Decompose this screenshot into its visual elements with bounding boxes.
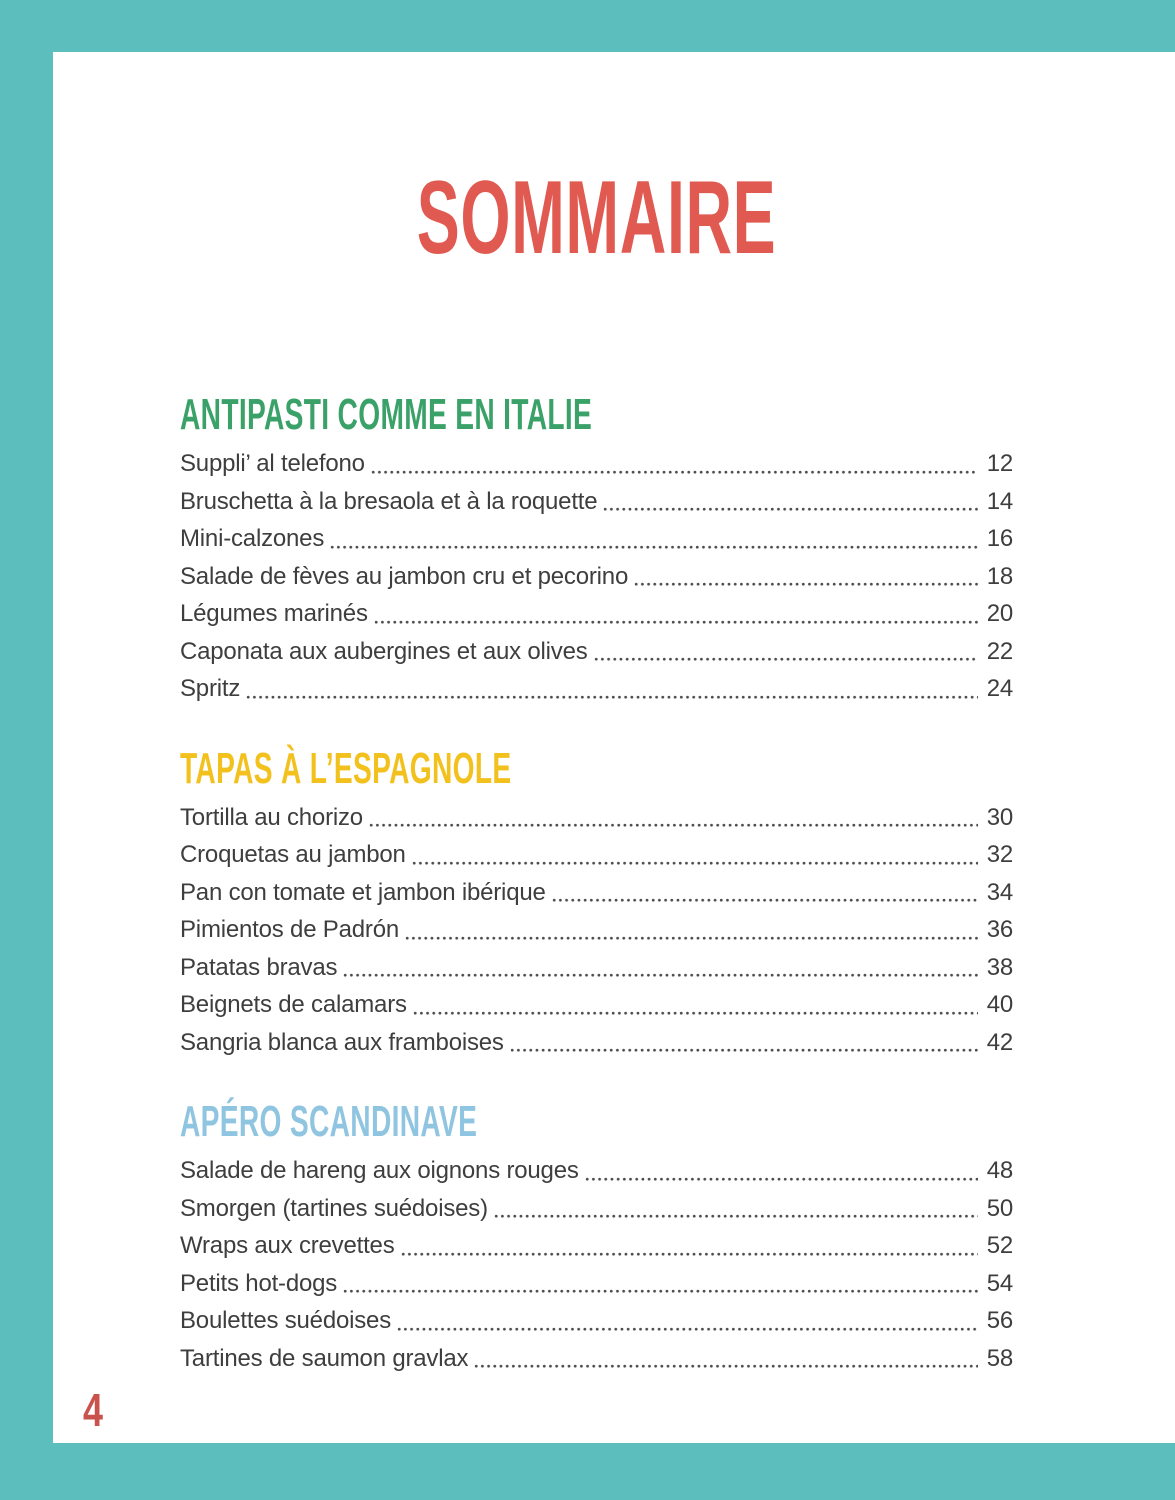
toc-entry-label: Patatas bravas: [180, 953, 338, 981]
toc-entry-label: Bruschetta à la bresaola et à la roquette: [180, 487, 598, 515]
dot-leader: [343, 1289, 978, 1294]
toc-entry-label: Pimientos de Padrón: [180, 916, 399, 943]
dot-leader: [246, 695, 978, 700]
toc-entry-page: 36: [986, 916, 1013, 943]
toc-entry: [180, 911, 1013, 949]
toc-entry-page: 40: [986, 991, 1013, 1018]
dot-leader: [405, 936, 978, 941]
section-heading: ANTIPASTI COMME EN ITALIE: [180, 390, 593, 439]
toc-entry-page: 50: [986, 1194, 1013, 1222]
toc-section-tapas: [180, 744, 1013, 1062]
toc-entry: [180, 1152, 1013, 1190]
toc-entry-label: Boulettes suédoises: [180, 1307, 392, 1334]
toc-entry-label: Wraps aux crevettes: [180, 1232, 395, 1259]
dot-leader: [552, 898, 978, 903]
dot-leader: [374, 620, 978, 625]
toc-entry: [180, 1024, 1013, 1062]
toc-entry-label: Smorgen (tartines suédoises): [180, 1194, 488, 1222]
toc-entry: [180, 836, 1013, 874]
dot-leader: [585, 1177, 978, 1182]
dot-leader: [494, 1214, 978, 1219]
page-title: SOMMAIRE: [416, 160, 777, 276]
toc-entry-page: 24: [986, 675, 1013, 702]
folio-page-number: 4: [83, 1384, 103, 1436]
dot-leader: [343, 973, 978, 978]
toc-entry-label: Sangria blanca aux framboises: [180, 1028, 504, 1056]
dot-leader: [510, 1048, 978, 1053]
dot-leader: [603, 507, 978, 512]
toc-entry-page: 58: [986, 1344, 1013, 1372]
toc-entry: [180, 670, 1013, 708]
toc-entry-page: 56: [986, 1307, 1013, 1334]
dot-leader: [401, 1252, 978, 1257]
section-heading: TAPAS À L’ESPAGNOLE: [180, 743, 512, 793]
dot-leader: [397, 1327, 978, 1332]
toc-entry: [180, 949, 1013, 987]
toc-entry: [180, 874, 1013, 912]
toc-section-scandinave: [180, 1097, 1013, 1377]
dot-leader: [413, 1011, 978, 1016]
toc-entry-label: Beignets de calamars: [180, 991, 407, 1018]
toc-entry-label: Caponata aux aubergines et aux olives: [180, 637, 588, 665]
section-heading: APÉRO SCANDINAVE: [180, 1097, 478, 1146]
toc-entry-page: 52: [986, 1232, 1013, 1259]
toc-entry-label: Tortilla au chorizo: [180, 803, 363, 831]
dot-leader: [474, 1364, 978, 1369]
toc-entry-page: 42: [986, 1028, 1013, 1056]
toc-entry-label: Petits hot-dogs: [180, 1269, 338, 1297]
toc-entry-page: 30: [986, 803, 1013, 831]
toc-entry: [180, 1227, 1013, 1265]
toc-entry: [180, 1265, 1013, 1303]
toc-entry-label: Pan con tomate et jambon ibérique: [180, 878, 546, 906]
book-page: [53, 52, 1175, 1443]
toc-entry: [180, 483, 1013, 521]
dot-leader: [369, 823, 978, 828]
toc-entry: [180, 1340, 1013, 1378]
toc-entry-page: 54: [986, 1269, 1013, 1297]
dot-leader: [371, 470, 978, 475]
toc-entry: [180, 595, 1013, 633]
toc-entry-page: 32: [986, 841, 1013, 868]
toc-entry-page: 22: [986, 637, 1013, 665]
toc-entry-label: Tartines de saumon gravlax: [180, 1344, 469, 1372]
toc-entry-page: 16: [986, 525, 1013, 552]
toc-entry: [180, 1302, 1013, 1340]
toc-entry-page: 12: [986, 450, 1013, 477]
dot-leader: [634, 582, 978, 587]
toc-entry: [180, 1190, 1013, 1228]
toc-entry: [180, 520, 1013, 558]
table-of-contents: [180, 162, 1013, 1377]
toc-entry-page: 34: [986, 878, 1013, 906]
toc-entry-page: 48: [986, 1157, 1013, 1184]
toc-entry: [180, 986, 1013, 1024]
toc-section-antipasti: [180, 390, 1013, 708]
dot-leader: [330, 545, 978, 550]
toc-entry-page: 20: [986, 600, 1013, 627]
toc-entry: [180, 445, 1013, 483]
toc-entry-label: Spritz: [180, 675, 241, 702]
dot-leader: [412, 861, 978, 866]
toc-entry-page: 14: [986, 487, 1013, 515]
toc-entry: [180, 558, 1013, 596]
toc-entry-page: 38: [986, 953, 1013, 981]
toc-entry-label: Mini-calzones: [180, 525, 325, 552]
dot-leader: [594, 657, 978, 662]
toc-entry: [180, 633, 1013, 671]
toc-entry-label: Salade de hareng aux oignons rouges: [180, 1157, 579, 1184]
toc-entry-label: Suppli’ al telefono: [180, 450, 365, 477]
toc-entry-label: Salade de fèves au jambon cru et pecorino: [180, 562, 629, 590]
toc-entry-label: Légumes marinés: [180, 600, 368, 627]
toc-entry-label: Croquetas au jambon: [180, 841, 406, 868]
toc-entry: [180, 799, 1013, 837]
toc-entry-page: 18: [986, 562, 1013, 590]
